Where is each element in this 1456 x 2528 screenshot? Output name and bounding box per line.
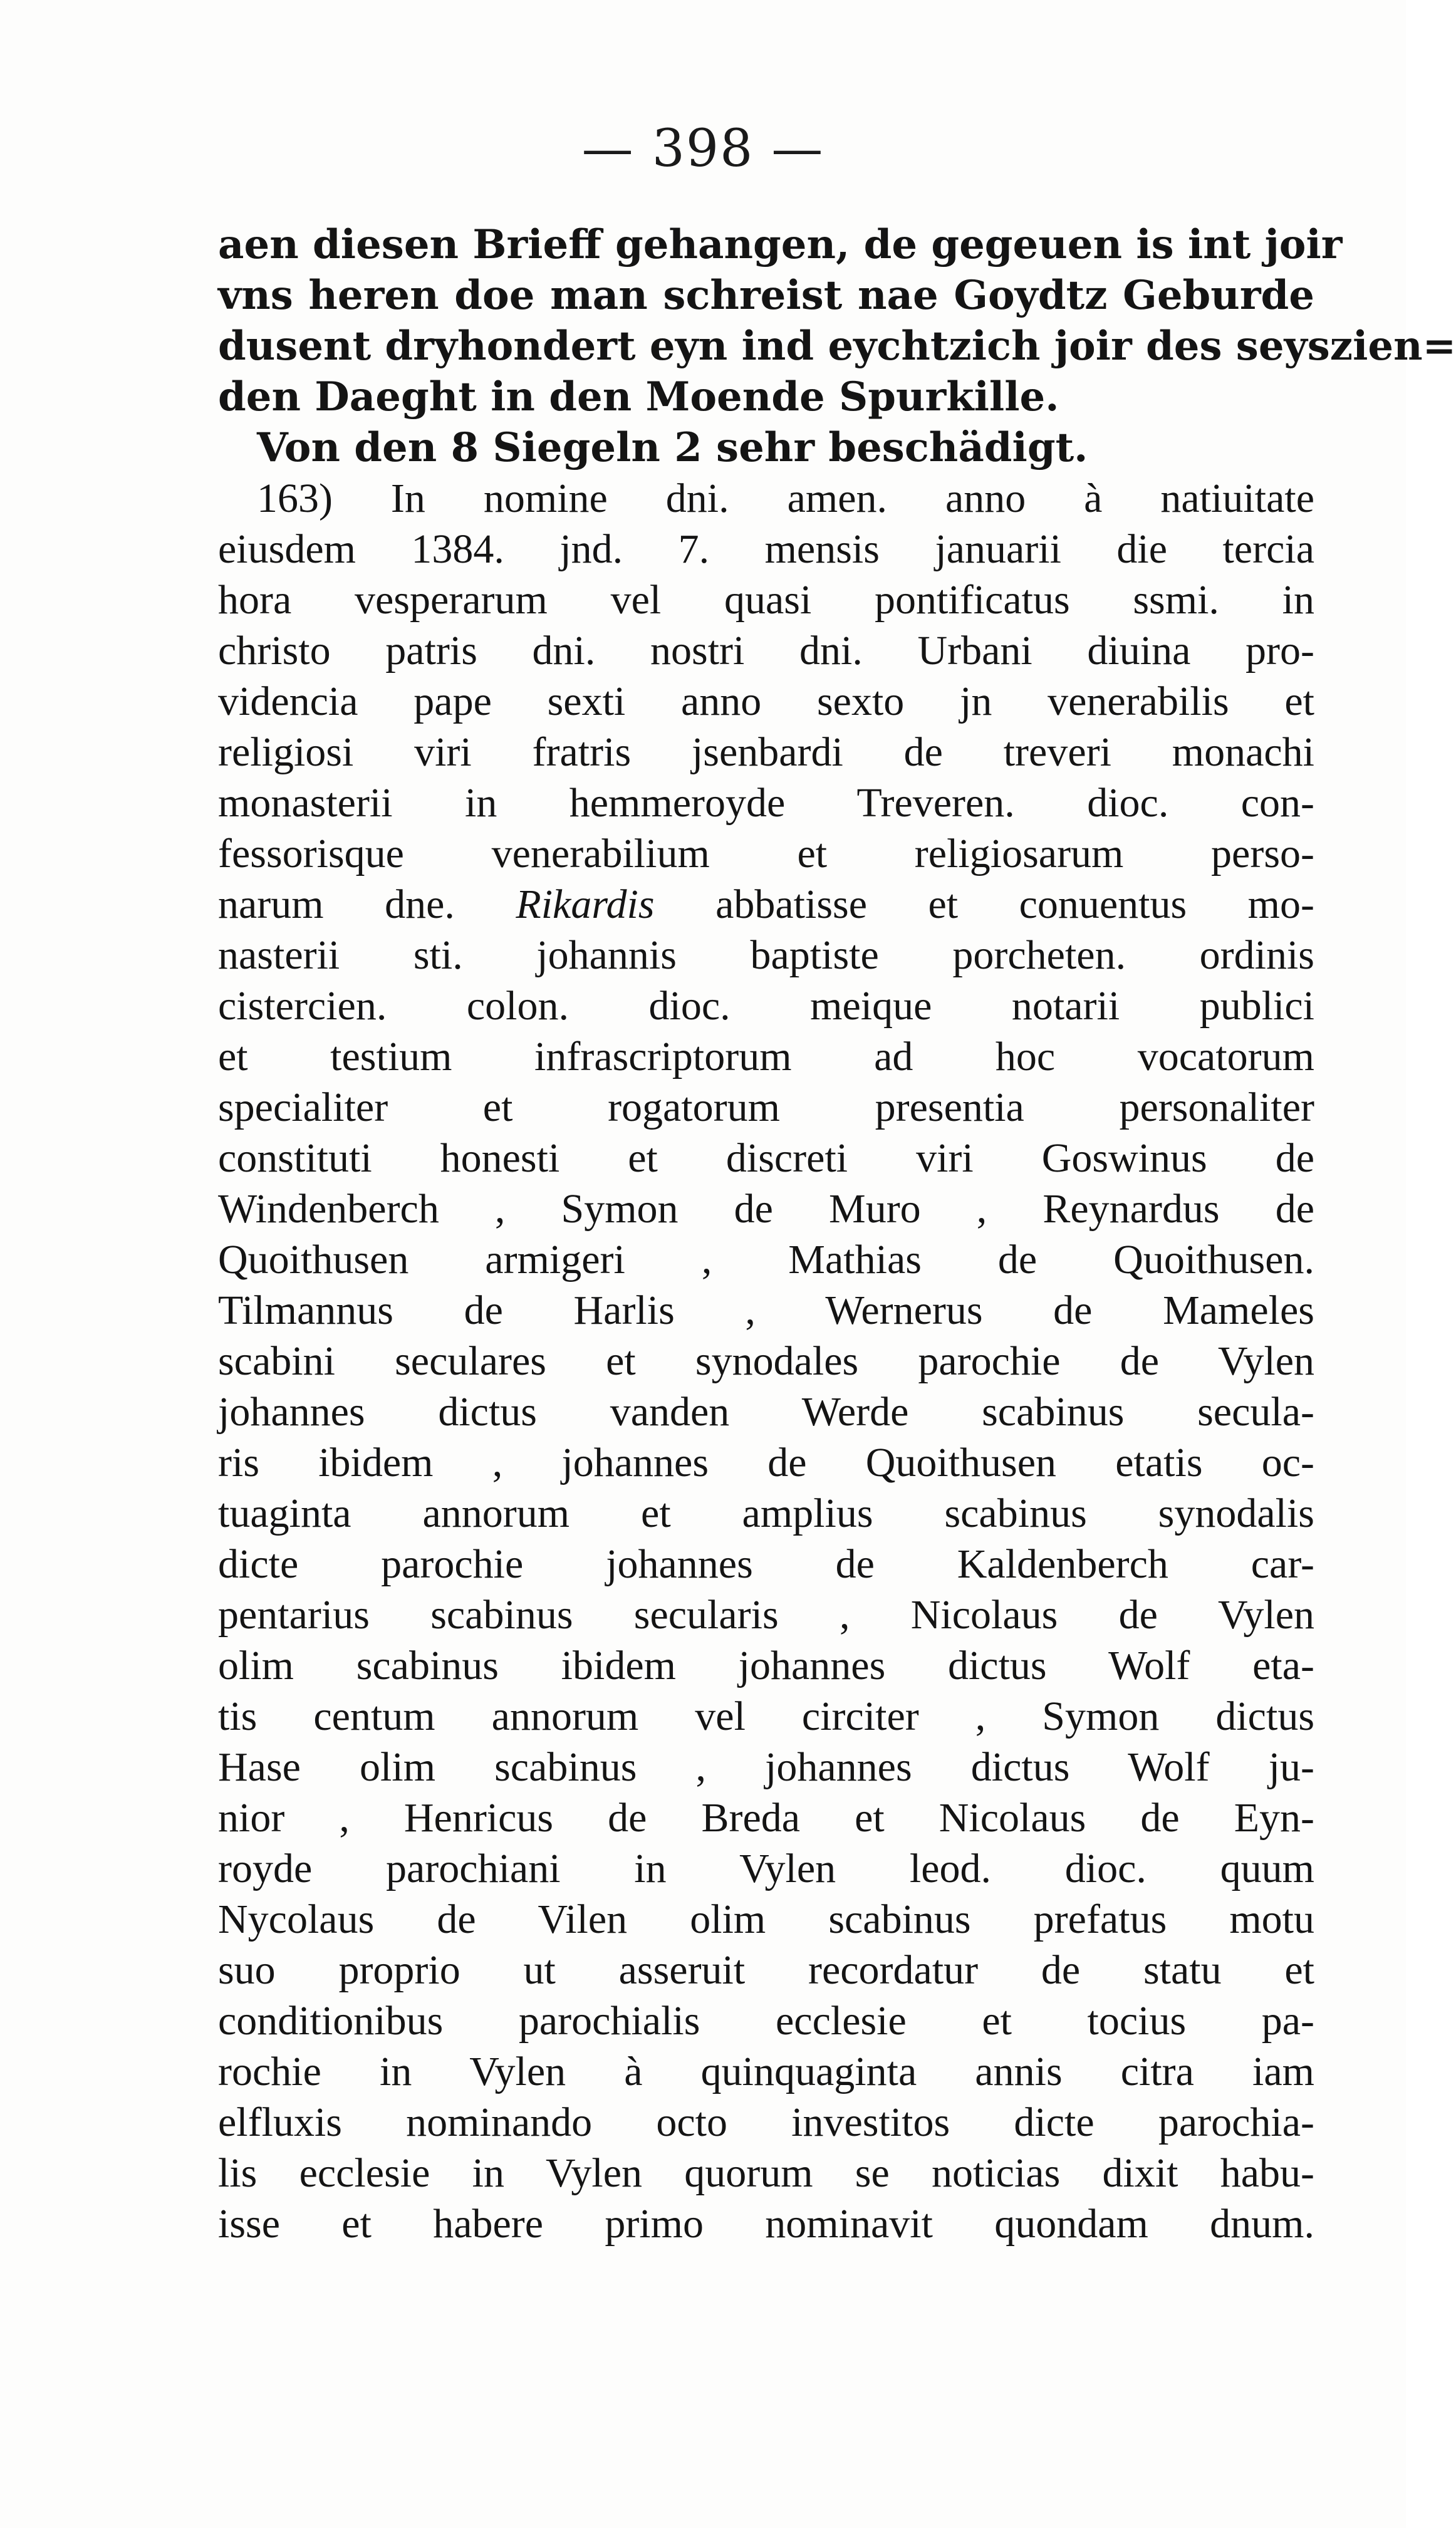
text-line: specialiter et rogatorum presentia personaliter: [218, 1085, 1314, 1130]
text-line: suo proprio ut asseruit recordatur de statu et: [218, 1947, 1314, 1993]
text-line: olim scabinus ibidem johannes dictus Wolf eta-: [218, 1643, 1314, 1688]
text-line: fessorisque venerabilium et religiosarum perso-: [218, 831, 1314, 876]
text-line: ris ibidem , johannes de Quoithusen etatis oc-: [218, 1440, 1314, 1485]
text-line: 163) In nomine dni. amen. anno à natiuitate: [257, 476, 1314, 521]
text-line: aen diesen Brieff gehangen, de gegeuen is int joir: [218, 221, 1343, 268]
text-line: videncia pape sexti anno sexto jn venerabilis et: [218, 679, 1314, 724]
text-line: religiosi viri fratris jsenbardi de treveri monachi: [218, 729, 1314, 775]
text-line: Hase olim scabinus , johannes dictus Wolf ju-: [218, 1744, 1314, 1790]
body-text: [218, 219, 1456, 2249]
text-line: Tilmannus de Harlis , Wernerus de Mameles: [218, 1287, 1314, 1333]
text-line: narum dne. Rikardis abbatisse et conuentus mo-: [218, 882, 1314, 927]
text-line: johannes dictus vanden Werde scabinus secula-: [218, 1389, 1314, 1435]
text-line: cistercien. colon. dioc. meique notarii publici: [218, 983, 1314, 1029]
italic-name: Rikardis: [516, 882, 655, 927]
text-line: dicte parochie johannes de Kaldenberch car-: [218, 1541, 1314, 1587]
text-line: christo patris dni. nostri dni. Urbani diuina pro-: [218, 628, 1314, 674]
page-number: — 398 —: [581, 119, 824, 179]
text-line: conditionibus parochialis ecclesie et tocius pa-: [218, 1998, 1314, 2044]
text-line: scabini seculares et synodales parochie de Vylen: [218, 1338, 1314, 1384]
text-line: eiusdem 1384. jnd. 7. mensis januarii die tercia: [218, 526, 1314, 572]
text-line: royde parochiani in Vylen leod. dioc. quum: [218, 1846, 1314, 1891]
text-line: hora vesperarum vel quasi pontificatus ssmi. in: [218, 577, 1314, 623]
text-line: elfluxis nominando octo investitos dicte parochia-: [218, 2099, 1314, 2145]
text-line: Windenberch , Symon de Muro , Reynardus de: [218, 1186, 1314, 1232]
text-line: Von den 8 Siegeln 2 sehr beschädigt.: [257, 424, 1088, 471]
text-line: nior , Henricus de Breda et Nicolaus de Eyn-: [218, 1795, 1314, 1841]
text-line: lis ecclesie in Vylen quorum se noticias dixit habu-: [218, 2150, 1314, 2196]
text-line: Quoithusen armigeri , Mathias de Quoithusen.: [218, 1237, 1314, 1282]
text-line: et testium infrascriptorum ad hoc vocatorum: [218, 1034, 1314, 1079]
text-line: tuaginta annorum et amplius scabinus synodalis: [218, 1490, 1314, 1536]
text-line: nasterii sti. johannis baptiste porcheten. ordinis: [218, 932, 1314, 978]
text-line: isse et habere primo nominavit quondam dnum.: [218, 2201, 1314, 2247]
text-line: tis centum annorum vel circiter , Symon dictus: [218, 1693, 1314, 1739]
text-line: pentarius scabinus secularis , Nicolaus de Vylen: [218, 1592, 1314, 1638]
text-line: vns heren doe man schreist nae Goydtz Geburde: [218, 272, 1314, 319]
text-line: dusent dryhondert eyn ind eychtzich joir des seyszien=: [218, 323, 1456, 370]
text-line: den Daeght in den Moende Spurkille.: [218, 373, 1059, 420]
text-line: constituti honesti et discreti viri Goswinus de: [218, 1135, 1314, 1181]
text-line: Nycolaus de Vilen olim scabinus prefatus motu: [218, 1896, 1314, 1942]
text-line: monasterii in hemmeroyde Treveren. dioc. con-: [218, 780, 1314, 826]
text-line: rochie in Vylen à quinquaginta annis citra iam: [218, 2049, 1314, 2094]
